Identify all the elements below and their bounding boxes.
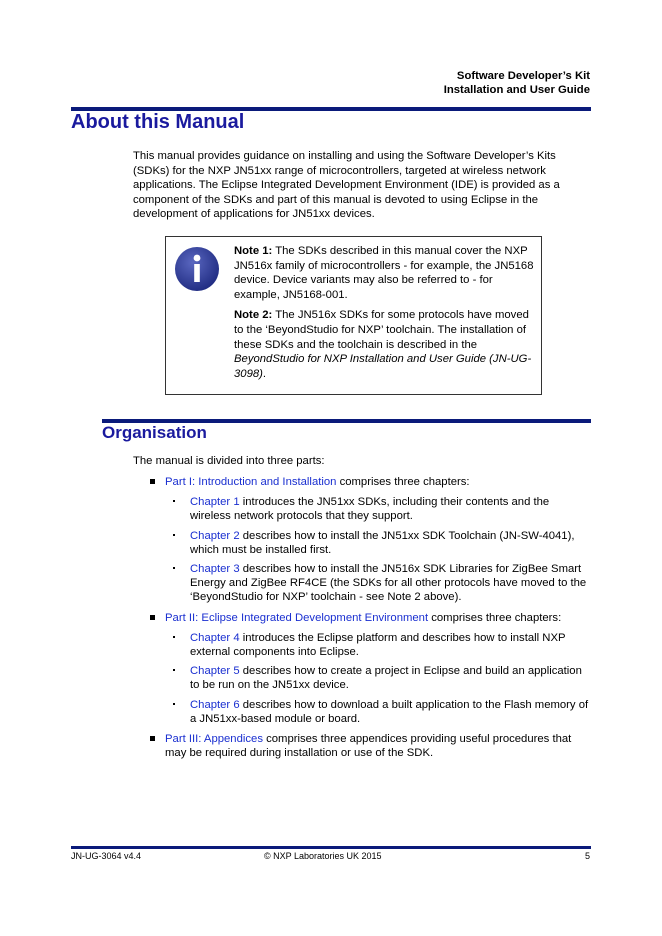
note-box: [165, 236, 542, 395]
part-item: [148, 475, 593, 605]
chapter-2-link[interactable]: Chapter 2: [190, 529, 240, 542]
chapter-1-link[interactable]: Chapter 1: [190, 496, 240, 509]
chapter-item: [165, 664, 593, 692]
chapter-item: [165, 562, 593, 605]
part-3-link[interactable]: Part III: Appendices: [165, 733, 263, 746]
dot-bullet-icon: [173, 567, 175, 569]
section-heading: Organisation: [102, 423, 207, 442]
part-2-text: comprises three chapters:: [428, 611, 562, 624]
chapter-3-text: describes how to install the JN516x SDK Libraries for ZigBee Smart Energy and ZigBee RF4CE (the SDKs for all other protocols have moved to the ‘BeyondStudio for NXP’ toolchain - see Note 2 above).: [190, 563, 587, 604]
footer-doc-id: JN-UG-3064 v4.4: [71, 851, 142, 861]
note-text: [234, 244, 538, 387]
note-2-text: The JN516x SDKs for some protocols have moved to the ‘BeyondStudio for NXP’ toolchain. The installation of these SDKs and the toolchain is described in the: [234, 309, 529, 351]
part-item: [148, 611, 593, 726]
intro-paragraph: This manual provides guidance on installing and using the Software Developer’s Kits (SDKs) for the NXP JN51xx range of microcontrollers, targeted at wireless network applications. The Eclipse Integrated Development Environment (IDE) is provided as a component of the SDKs and part of this manual is devoted to using Eclipse in the development of applications for JN51xx devices.: [133, 150, 560, 221]
dot-bullet-icon: [173, 703, 175, 705]
part-2-link[interactable]: Part II: Eclipse Integrated Development Environment: [165, 611, 429, 624]
chapter-3-link[interactable]: Chapter 3: [190, 563, 240, 576]
page-title: About this Manual: [71, 111, 245, 133]
square-bullet-icon: [150, 479, 155, 484]
chapter-item: [165, 631, 593, 659]
dot-bullet-icon: [173, 636, 175, 638]
dot-bullet-icon: [173, 500, 175, 502]
note-1-label: Note 1:: [234, 245, 273, 257]
dot-bullet-icon: [173, 534, 175, 536]
note-1-text: The SDKs described in this manual cover the NXP JN516x family of microcontrollers - for example, the JN5168 device. Device variants may also be referred to - for example, JN5168-001.: [234, 245, 534, 301]
running-header: [444, 69, 590, 97]
footer-rule: [71, 846, 591, 849]
parts-list: [148, 475, 593, 765]
chapter-4-text: introduces the Eclipse platform and describes how to install NXP external components into Eclipse.: [190, 631, 566, 659]
chapter-list: [165, 631, 593, 726]
chapter-item: [165, 529, 593, 557]
note-2-label: Note 2:: [234, 309, 273, 322]
square-bullet-icon: [150, 615, 155, 620]
note-2: [234, 308, 538, 381]
section-lead: The manual is divided into three parts:: [133, 455, 325, 467]
footer-copyright: © NXP Laboratories UK 2015: [264, 851, 382, 861]
part-1-text: comprises three chapters:: [336, 476, 470, 488]
chapter-1-text: introduces the JN51xx SDKs, including their contents and the wireless network protocols that they support.: [190, 496, 550, 523]
part-3-text: comprises three appendices providing useful procedures that may be required during installation or use of the SDK.: [165, 733, 572, 760]
footer-page-number: 5: [584, 851, 590, 861]
chapter-5-link[interactable]: Chapter 5: [190, 665, 240, 678]
chapter-list: [165, 495, 593, 604]
square-bullet-icon: [150, 736, 155, 741]
note-2-end: .: [262, 367, 267, 380]
chapter-6-text: describes how to download a built application to the Flash memory of a JN51xx-based module or board.: [190, 698, 589, 725]
note-2-doc-ref: BeyondStudio for NXP Installation and User Guide (JN-UG-3098): [234, 353, 532, 380]
chapter-2-text: describes how to install the JN51xx SDK Toolchain (JN-SW-4041), which must be installed first.: [190, 529, 575, 556]
dot-bullet-icon: [173, 669, 175, 671]
chapter-6-link[interactable]: Chapter 6: [190, 698, 240, 711]
chapter-5-text: describes how to create a project in Eclipse and build an application to be run on the JN51xx device.: [190, 665, 582, 692]
note-1: [234, 244, 538, 302]
part-1-link[interactable]: Part I: Introduction and Installation: [165, 476, 337, 488]
part-item: [148, 732, 593, 760]
chapter-item: [165, 495, 593, 523]
chapter-item: [165, 698, 593, 726]
chapter-4-link[interactable]: Chapter 4: [190, 631, 240, 644]
header-line-1: Software Developer’s Kit: [456, 70, 590, 82]
info-icon: [174, 246, 220, 292]
header-line-2: Installation and User Guide: [443, 84, 590, 96]
